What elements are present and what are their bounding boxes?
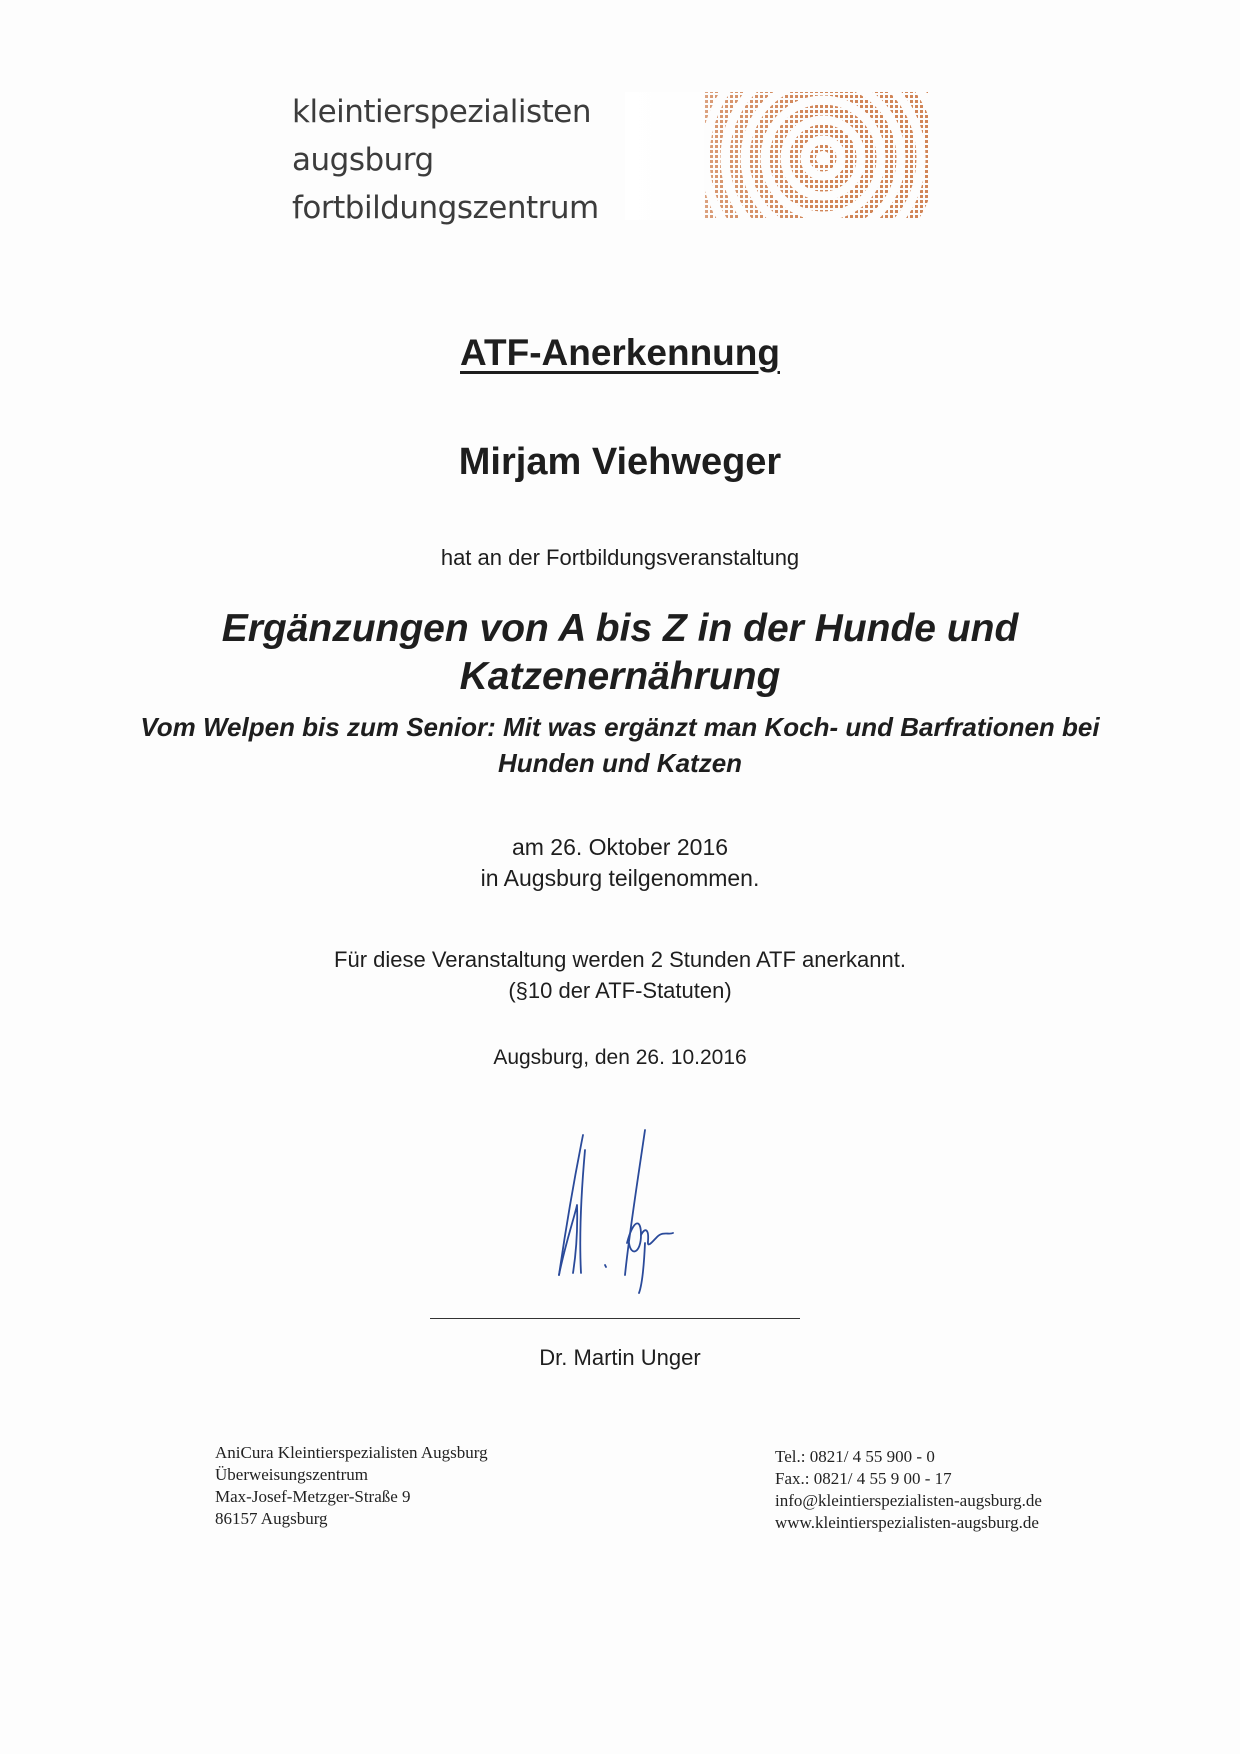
letterhead-line-3: fortbildungszentrum: [292, 190, 599, 226]
course-title-line-1: Ergänzungen von A bis Z in der Hunde und: [221, 607, 1019, 650]
course-subtitle: [0, 709, 1240, 781]
event-date: am 26. Oktober 2016: [511, 834, 729, 860]
intro-text: hat an der Fortbildungsveranstaltung: [440, 545, 800, 570]
footer-email-link[interactable]: info@kleintierspezialisten-augsburg.de: [775, 1491, 1042, 1510]
handwritten-signature: [545, 1125, 695, 1295]
course-subtitle-line-1: Vom Welpen bis zum Senior: Mit was ergänzt man Koch- und Barfrationen bei: [140, 712, 1100, 742]
atf-hours: Für diese Veranstaltung werden 2 Stunden ATF anerkannt.: [334, 947, 906, 972]
course-subtitle-line-2: Hunden und Katzen: [497, 748, 743, 778]
recipient-name: Mirjam Viehweger: [458, 441, 782, 483]
course-title: [0, 605, 1240, 701]
atf-recognition: [0, 944, 1240, 1006]
signature-line: [430, 1318, 800, 1319]
footer-contact: [775, 1446, 1042, 1534]
letterhead-line-2: augsburg: [292, 142, 434, 178]
footer-fax: Fax.: 0821/ 4 55 9 00 - 17: [775, 1469, 952, 1488]
footer-website-link[interactable]: www.kleintierspezialisten-augsburg.de: [775, 1513, 1039, 1532]
attendance-info: [0, 832, 1240, 894]
footer-address-line-2: Überweisungszentrum: [215, 1465, 368, 1484]
letterhead-line-1: kleintierspezialisten: [292, 94, 592, 130]
signer-name: Dr. Martin Unger: [539, 1345, 701, 1370]
atf-statute: (§10 der ATF-Statuten): [508, 978, 732, 1003]
letterhead-text: [292, 88, 599, 232]
footer-address-line-4: 86157 Augsburg: [215, 1509, 328, 1528]
concentric-circles-logo-icon: [625, 90, 935, 225]
footer-address-line-1: AniCura Kleintierspezialisten Augsburg: [215, 1443, 488, 1462]
certificate-title: ATF-Anerkennung: [460, 332, 780, 373]
event-place: in Augsburg teilgenommen.: [480, 865, 760, 891]
footer-address-line-3: Max-Josef-Metzger-Straße 9: [215, 1487, 411, 1506]
footer-address: [215, 1442, 488, 1530]
footer-phone: Tel.: 0821/ 4 55 900 - 0: [775, 1447, 935, 1466]
place-and-date: Augsburg, den 26. 10.2016: [493, 1046, 747, 1069]
course-title-line-2: Katzenernährung: [459, 655, 781, 698]
